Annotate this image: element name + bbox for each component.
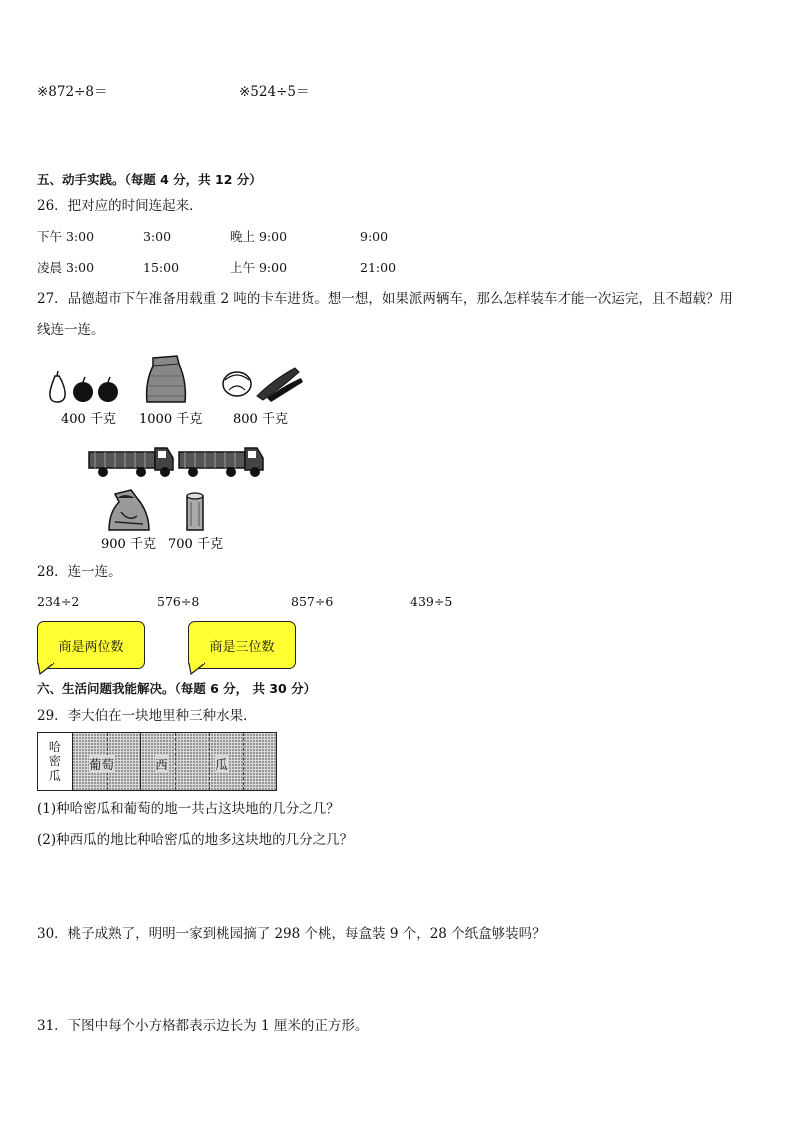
truck-icon: [89, 448, 173, 477]
q28-expr-439-div-5: 439÷5: [410, 594, 453, 609]
q26-time-b2: 15:00: [143, 260, 180, 275]
problem-872-div-8: ※872÷8＝: [37, 84, 108, 100]
q31-text: 31．下图中每个小方格都表示边长为 1 厘米的正方形。: [37, 1018, 369, 1034]
q26-time-d2: 21:00: [360, 260, 397, 275]
q26-text: 26．把对应的时间连起来．: [37, 198, 203, 214]
q29-sub1: (1)种哈密瓜和葡萄的地一共占这块地的几分之几？: [37, 801, 340, 817]
q26-time-a1: 下午 3:00: [37, 229, 95, 244]
q27-item-1000: 1000 千克: [139, 412, 203, 427]
bubble-label: 商是两位数: [58, 639, 124, 655]
bubble-label: 商是三位数: [209, 639, 275, 655]
q27-item-800: 800 千克: [233, 412, 288, 427]
q27-illustration: [45, 352, 315, 557]
section5-heading: 五、动手实践。（每题 4 分，共 12 分）: [37, 172, 262, 187]
q29-text: 29．李大伯在一块地里种三种水果．: [37, 708, 257, 724]
q28-expr-857-div-6: 857÷6: [291, 594, 334, 609]
q27-item-400: 400 千克: [61, 412, 116, 427]
q26-time-d1: 9:00: [360, 229, 389, 244]
q27-text-line2: 线连一连。: [37, 322, 105, 338]
q28-expr-234-div-2: 234÷2: [37, 594, 80, 609]
vegetable-icon: [223, 368, 303, 402]
q28-expr-576-div-8: 576÷8: [157, 594, 200, 609]
q29-sub2: (2)种西瓜的地比种哈密瓜的地多这块地的几分之几？: [37, 832, 354, 848]
q27-item-900: 900 千克: [101, 537, 156, 552]
q26-time-a2: 凌晨 3:00: [37, 260, 95, 275]
truck-icon: [179, 448, 263, 477]
q26-time-c2: 上午 9:00: [230, 260, 288, 275]
q30-text: 30．桃子成熟了，明明一家到桃园摘了 298 个桃，每盒装 9 个，28 个纸盒够装吗？: [37, 926, 546, 942]
can-icon: [187, 493, 203, 530]
q26-time-c1: 晚上 9:00: [230, 229, 288, 244]
problem-524-div-5: ※524÷5＝: [239, 84, 310, 100]
cell-watermelon: 西 瓜: [141, 733, 277, 791]
q29-field-diagram: [37, 732, 277, 791]
bubble-tail: [187, 662, 209, 676]
q27-text-line1: 27．品德超市下午准备用载重 2 吨的卡车进货。想一想，如果派两辆车，那么怎样装车才能一次运完，且不超载？用: [37, 291, 733, 307]
bag-icon: [109, 490, 149, 530]
q26-time-b1: 3:00: [143, 229, 172, 244]
q27-item-700: 700 千克: [168, 537, 223, 552]
q28-text: 28．连一连。: [37, 564, 122, 580]
section6-heading: 六、生活问题我能解决。（每题 6 分， 共 30 分）: [37, 681, 317, 696]
cell-hami-melon: 哈密瓜: [38, 733, 73, 791]
bubble-tail: [36, 662, 58, 676]
fruit-icon: [50, 371, 118, 402]
sack-icon: [147, 356, 186, 402]
cell-grape: 葡萄: [72, 733, 140, 791]
